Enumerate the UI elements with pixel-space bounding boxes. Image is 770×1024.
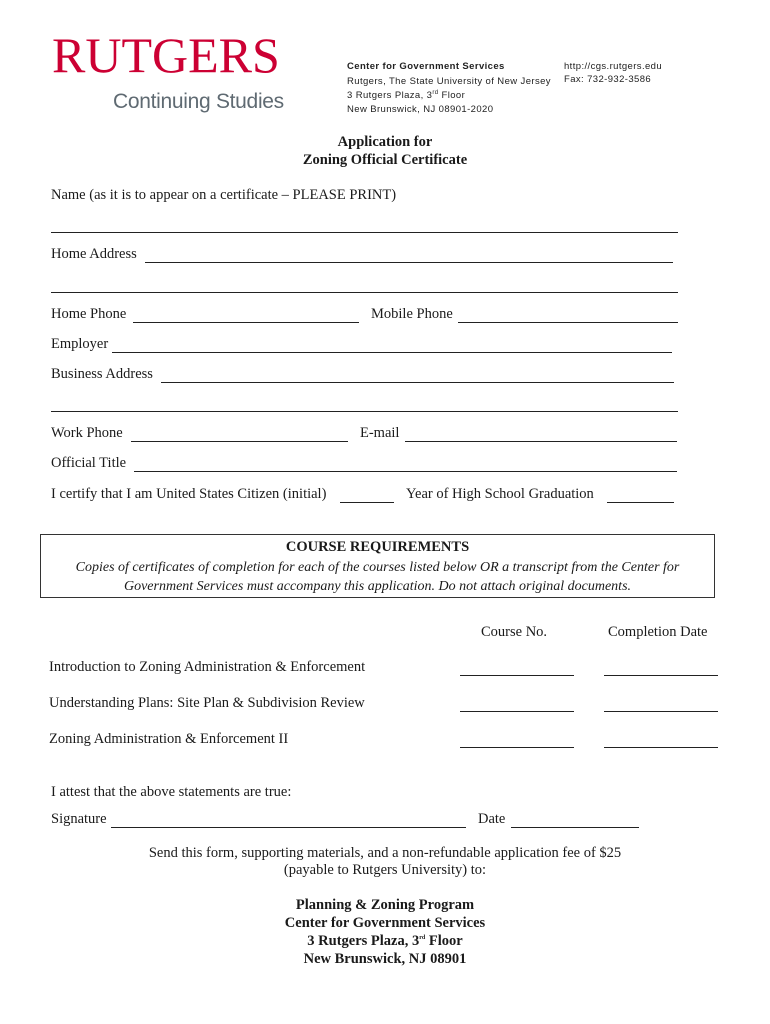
completion-date-field[interactable] [604, 747, 718, 748]
date-label: Date [478, 811, 506, 827]
email-label: E-mail [360, 425, 400, 441]
mailing-address: 3 Rutgers Plaza, 3rd Floor [307, 933, 463, 949]
completion-date-field[interactable] [604, 711, 718, 712]
business-address-field[interactable] [161, 382, 674, 383]
business-address-label: Business Address [51, 366, 153, 382]
submission-instructions-line2: (payable to Rutgers University) to: [283, 862, 487, 878]
fax-number: Fax: 732-932-3586 [564, 74, 652, 85]
official-title-field[interactable] [134, 471, 677, 472]
hs-year-field[interactable] [607, 502, 674, 503]
mobile-phone-field[interactable] [458, 322, 678, 323]
business-address-field-line2[interactable] [51, 411, 678, 412]
website-link[interactable]: http://cgs.rutgers.edu [564, 61, 663, 72]
course-item: Zoning Administration & Enforcement II [49, 731, 289, 747]
citizen-initial-field[interactable] [340, 502, 394, 503]
header-city: New Brunswick, NJ 08901-2020 [347, 104, 494, 115]
official-title-label: Official Title [51, 455, 127, 471]
mailing-program: Planning & Zoning Program [295, 897, 475, 913]
home-address-label: Home Address [51, 246, 137, 262]
work-phone-field[interactable] [131, 441, 348, 442]
continuing-studies-logo: Continuing Studies [113, 90, 284, 113]
signature-label: Signature [51, 811, 107, 827]
attest-statement: I attest that the above statements are true: [51, 784, 292, 800]
course-requirements-title: COURSE REQUIREMENTS [285, 539, 470, 555]
mobile-phone-label: Mobile Phone [371, 306, 453, 322]
name-field[interactable] [51, 232, 678, 233]
hs-year-label: Year of High School Graduation [406, 486, 594, 502]
signature-field[interactable] [111, 827, 466, 828]
course-item: Introduction to Zoning Administration & Enforcement [49, 659, 366, 675]
course-no-field[interactable] [460, 747, 574, 748]
rutgers-logo: RUTGERS [52, 27, 280, 83]
home-phone-label: Home Phone [51, 306, 127, 322]
course-requirements-box [40, 534, 715, 598]
employer-field[interactable] [112, 352, 672, 353]
date-field[interactable] [511, 827, 639, 828]
university-name: Rutgers, The State University of New Jersey [347, 76, 551, 87]
email-field[interactable] [405, 441, 677, 442]
course-item: Understanding Plans: Site Plan & Subdivision Review [49, 695, 365, 711]
name-label: Name (as it is to appear on a certificate – PLEASE PRINT) [51, 187, 397, 203]
mailing-center: Center for Government Services [284, 915, 486, 931]
home-address-field-line2[interactable] [51, 292, 678, 293]
course-no-field[interactable] [460, 711, 574, 712]
completion-date-header: Completion Date [608, 624, 708, 640]
home-phone-field[interactable] [133, 322, 359, 323]
submission-instructions-line1: Send this form, supporting materials, and a non-refundable application fee of $25 [148, 845, 622, 861]
course-requirements-text: Copies of certificates of completion for each of the courses listed below OR a transcript from the Center for Government Services must accompany this application. Do not attach original documents. [75, 560, 680, 594]
mailing-city: New Brunswick, NJ 08901 [303, 951, 467, 967]
course-no-field[interactable] [460, 675, 574, 676]
form-title-line2: Zoning Official Certificate [302, 152, 468, 168]
completion-date-field[interactable] [604, 675, 718, 676]
header-address: 3 Rutgers Plaza, 3rd Floor [347, 89, 466, 101]
citizen-label: I certify that I am United States Citizen (initial) [51, 486, 327, 502]
course-no-header: Course No. [481, 624, 548, 640]
form-title-line1: Application for [337, 134, 433, 150]
employer-label: Employer [51, 336, 109, 352]
work-phone-label: Work Phone [51, 425, 123, 441]
center-name: Center for Government Services [347, 61, 505, 72]
home-address-field[interactable] [145, 262, 673, 263]
